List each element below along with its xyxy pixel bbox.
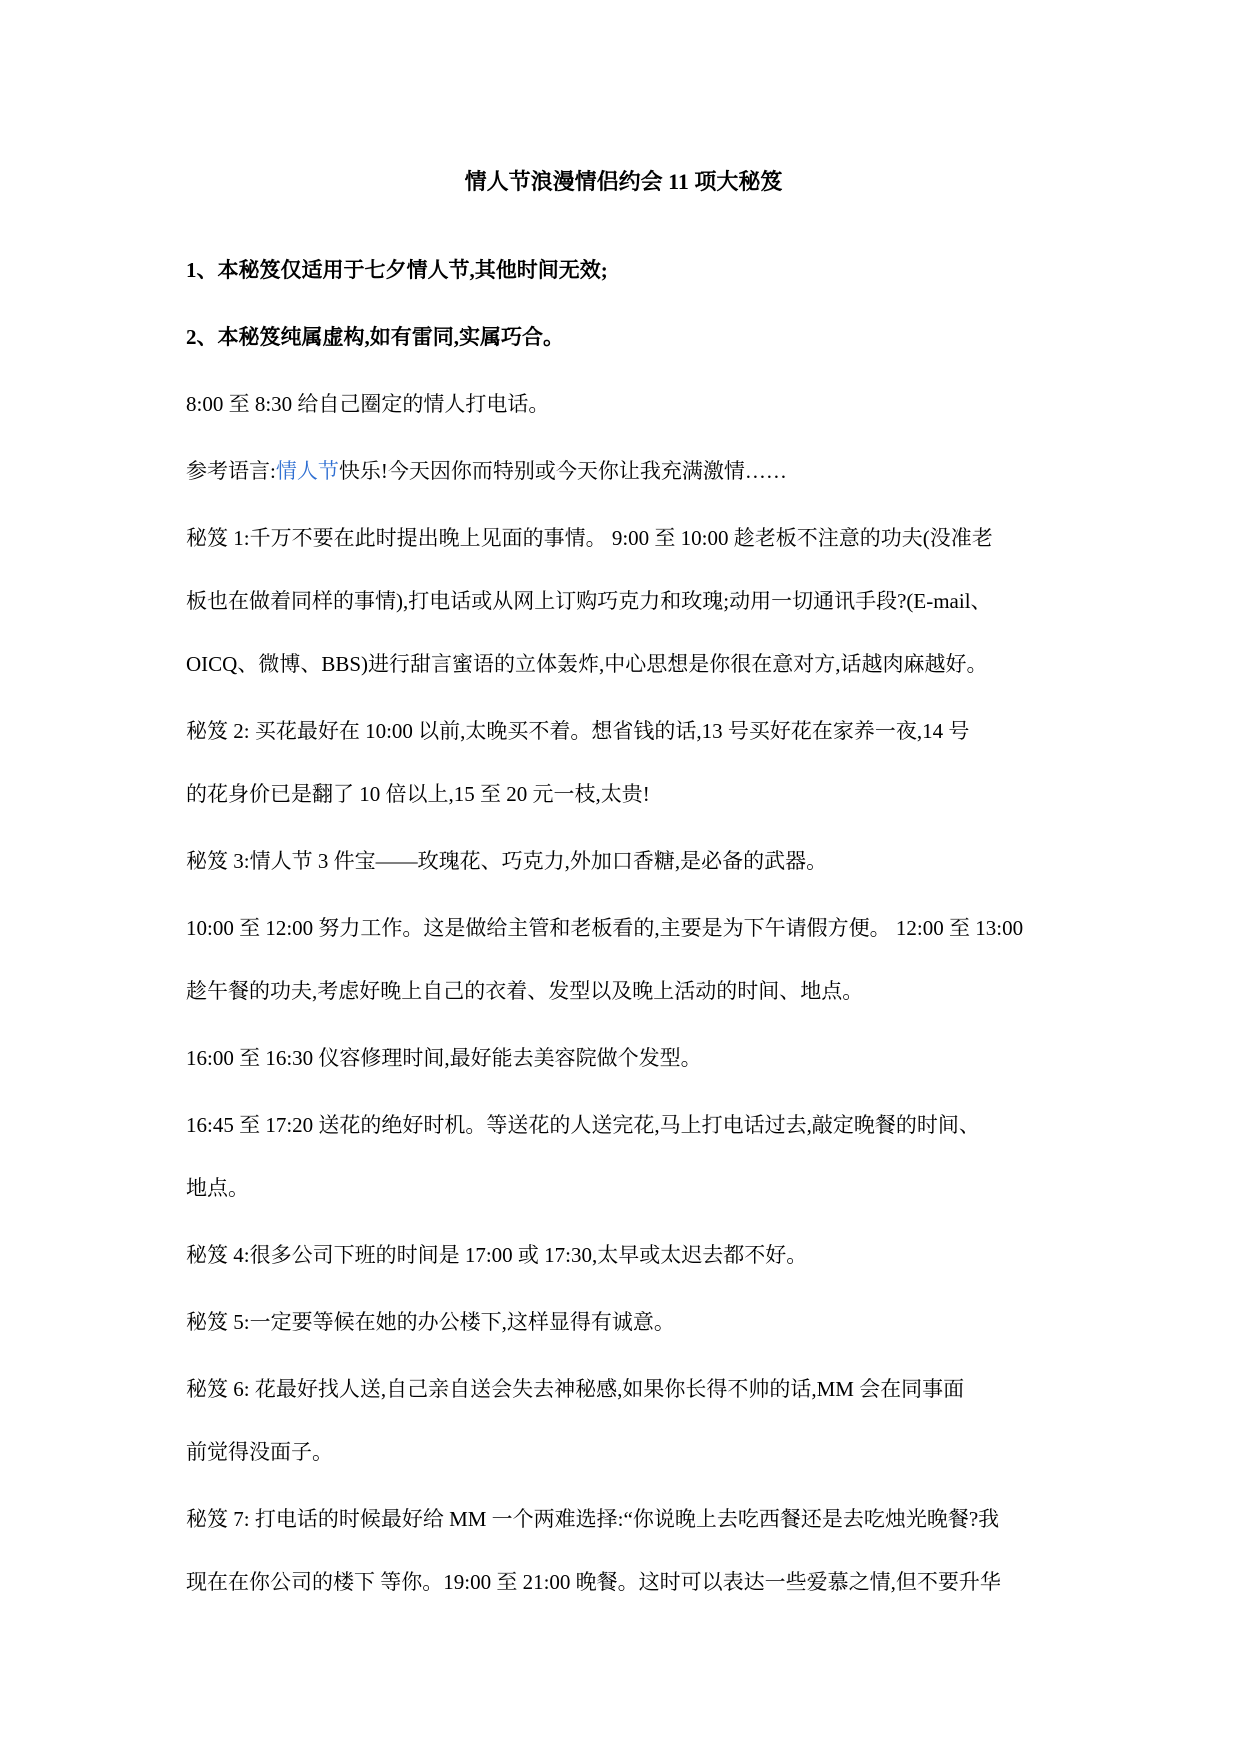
text-run: OICQ、微博、BBS)进行甜言蜜语的立体轰炸,中心思想是你很在意对方,话越肉麻越好。 (186, 652, 988, 676)
paragraph-line (186, 1488, 1061, 1551)
paragraph-line (186, 1358, 1061, 1421)
paragraph (186, 830, 1061, 893)
text-run: 秘笈 3:情人节 3 件宝——玫瑰花、巧克力,外加口香糖,是必备的武器。 (186, 849, 828, 873)
paragraph-line (186, 306, 1061, 369)
text-run: 地点。 (186, 1176, 249, 1200)
paragraph-line (186, 763, 1061, 826)
document-title: 情人节浪漫情侣约会 11 项大秘笈 (464, 169, 783, 194)
paragraph-line (186, 960, 1061, 1023)
text-run: 1、本秘笈仅适用于七夕情人节,其他时间无效; (186, 258, 608, 282)
paragraph-line (186, 1551, 1061, 1614)
text-run: 秘笈 7: 打电话的时候最好给 MM 一个两难选择:“你说晚上去吃西餐还是去吃烛光晚餐?我 (186, 1507, 1000, 1531)
paragraph (186, 1488, 1061, 1614)
text-run: 8:00 至 8:30 给自己圈定的情人打电话。 (186, 392, 550, 416)
paragraph (186, 440, 1061, 503)
text-run: 秘笈 4:很多公司下班的时间是 17:00 或 17:30,太早或太迟去都不好。 (186, 1243, 808, 1267)
text-run: 16:45 至 17:20 送花的绝好时机。等送花的人送完花,马上打电话过去,敲定晚餐的时间、 (186, 1113, 980, 1137)
paragraph (186, 700, 1061, 826)
text-run: 现在在你公司的楼下 等你。19:00 至 21:00 晚餐。这时可以表达一些爱慕之情,但不要升华 (186, 1570, 1001, 1594)
paragraph (186, 897, 1061, 1023)
paragraph (186, 1027, 1061, 1090)
paragraph-line (186, 1027, 1061, 1090)
text-run: 秘笈 5:一定要等候在她的办公楼下,这样显得有诚意。 (186, 1310, 675, 1334)
paragraph-line (186, 1224, 1061, 1287)
text-run: 快乐!今天因你而特别或今天你让我充满激情…… (338, 459, 787, 483)
paragraph-line (186, 897, 1061, 960)
text-run: 秘笈 6: 花最好找人送,自己亲自送会失去神秘感,如果你长得不帅的话,MM 会在同事面 (186, 1377, 965, 1401)
valentines-day-link[interactable]: 情人节 (275, 459, 339, 483)
paragraph-line (186, 1421, 1061, 1484)
paragraph-line (186, 1157, 1061, 1220)
paragraph-line (186, 239, 1061, 302)
text-run: 16:00 至 16:30 仪容修理时间,最好能去美容院做个发型。 (186, 1046, 702, 1070)
paragraph-line (186, 507, 1061, 570)
text-run: 2、本秘笈纯属虚构,如有雷同,实属巧合。 (186, 325, 564, 349)
text-run: 秘笈 1:千万不要在此时提出晚上见面的事情。 9:00 至 10:00 趁老板不注意的功夫(没准老 (186, 526, 993, 550)
paragraph (186, 1291, 1061, 1354)
paragraph-line (186, 440, 1061, 503)
text-run: 的花身价已是翻了 10 倍以上,15 至 20 元一枝,太贵! (186, 782, 650, 806)
paragraph (186, 306, 1061, 369)
text-run: 趁午餐的功夫,考虑好晚上自己的衣着、发型以及晚上活动的时间、地点。 (186, 979, 864, 1003)
paragraph-line (186, 1291, 1061, 1354)
paragraph-line (186, 633, 1061, 696)
paragraph-line (186, 700, 1061, 763)
paragraph-line (186, 1094, 1061, 1157)
paragraph-line (186, 373, 1061, 436)
document-body (186, 239, 1061, 1614)
paragraph-line (186, 830, 1061, 893)
text-run: 参考语言: (186, 459, 276, 483)
text-run: 板也在做着同样的事情),打电话或从网上订购巧克力和玫瑰;动用一切通讯手段?(E-mail、 (186, 589, 992, 613)
paragraph (186, 507, 1061, 696)
paragraph-line (186, 570, 1061, 633)
paragraph (186, 1224, 1061, 1287)
paragraph (186, 239, 1061, 302)
text-run: 秘笈 2: 买花最好在 10:00 以前,太晚买不着。想省钱的话,13 号买好花在家养一夜,14 号 (186, 719, 970, 743)
paragraph (186, 1358, 1061, 1484)
paragraph (186, 1094, 1061, 1220)
text-run: 前觉得没面子。 (186, 1440, 333, 1464)
text-run: 10:00 至 12:00 努力工作。这是做给主管和老板看的,主要是为下午请假方便。 12:00 至 13:00 (186, 916, 1024, 940)
paragraph (186, 373, 1061, 436)
